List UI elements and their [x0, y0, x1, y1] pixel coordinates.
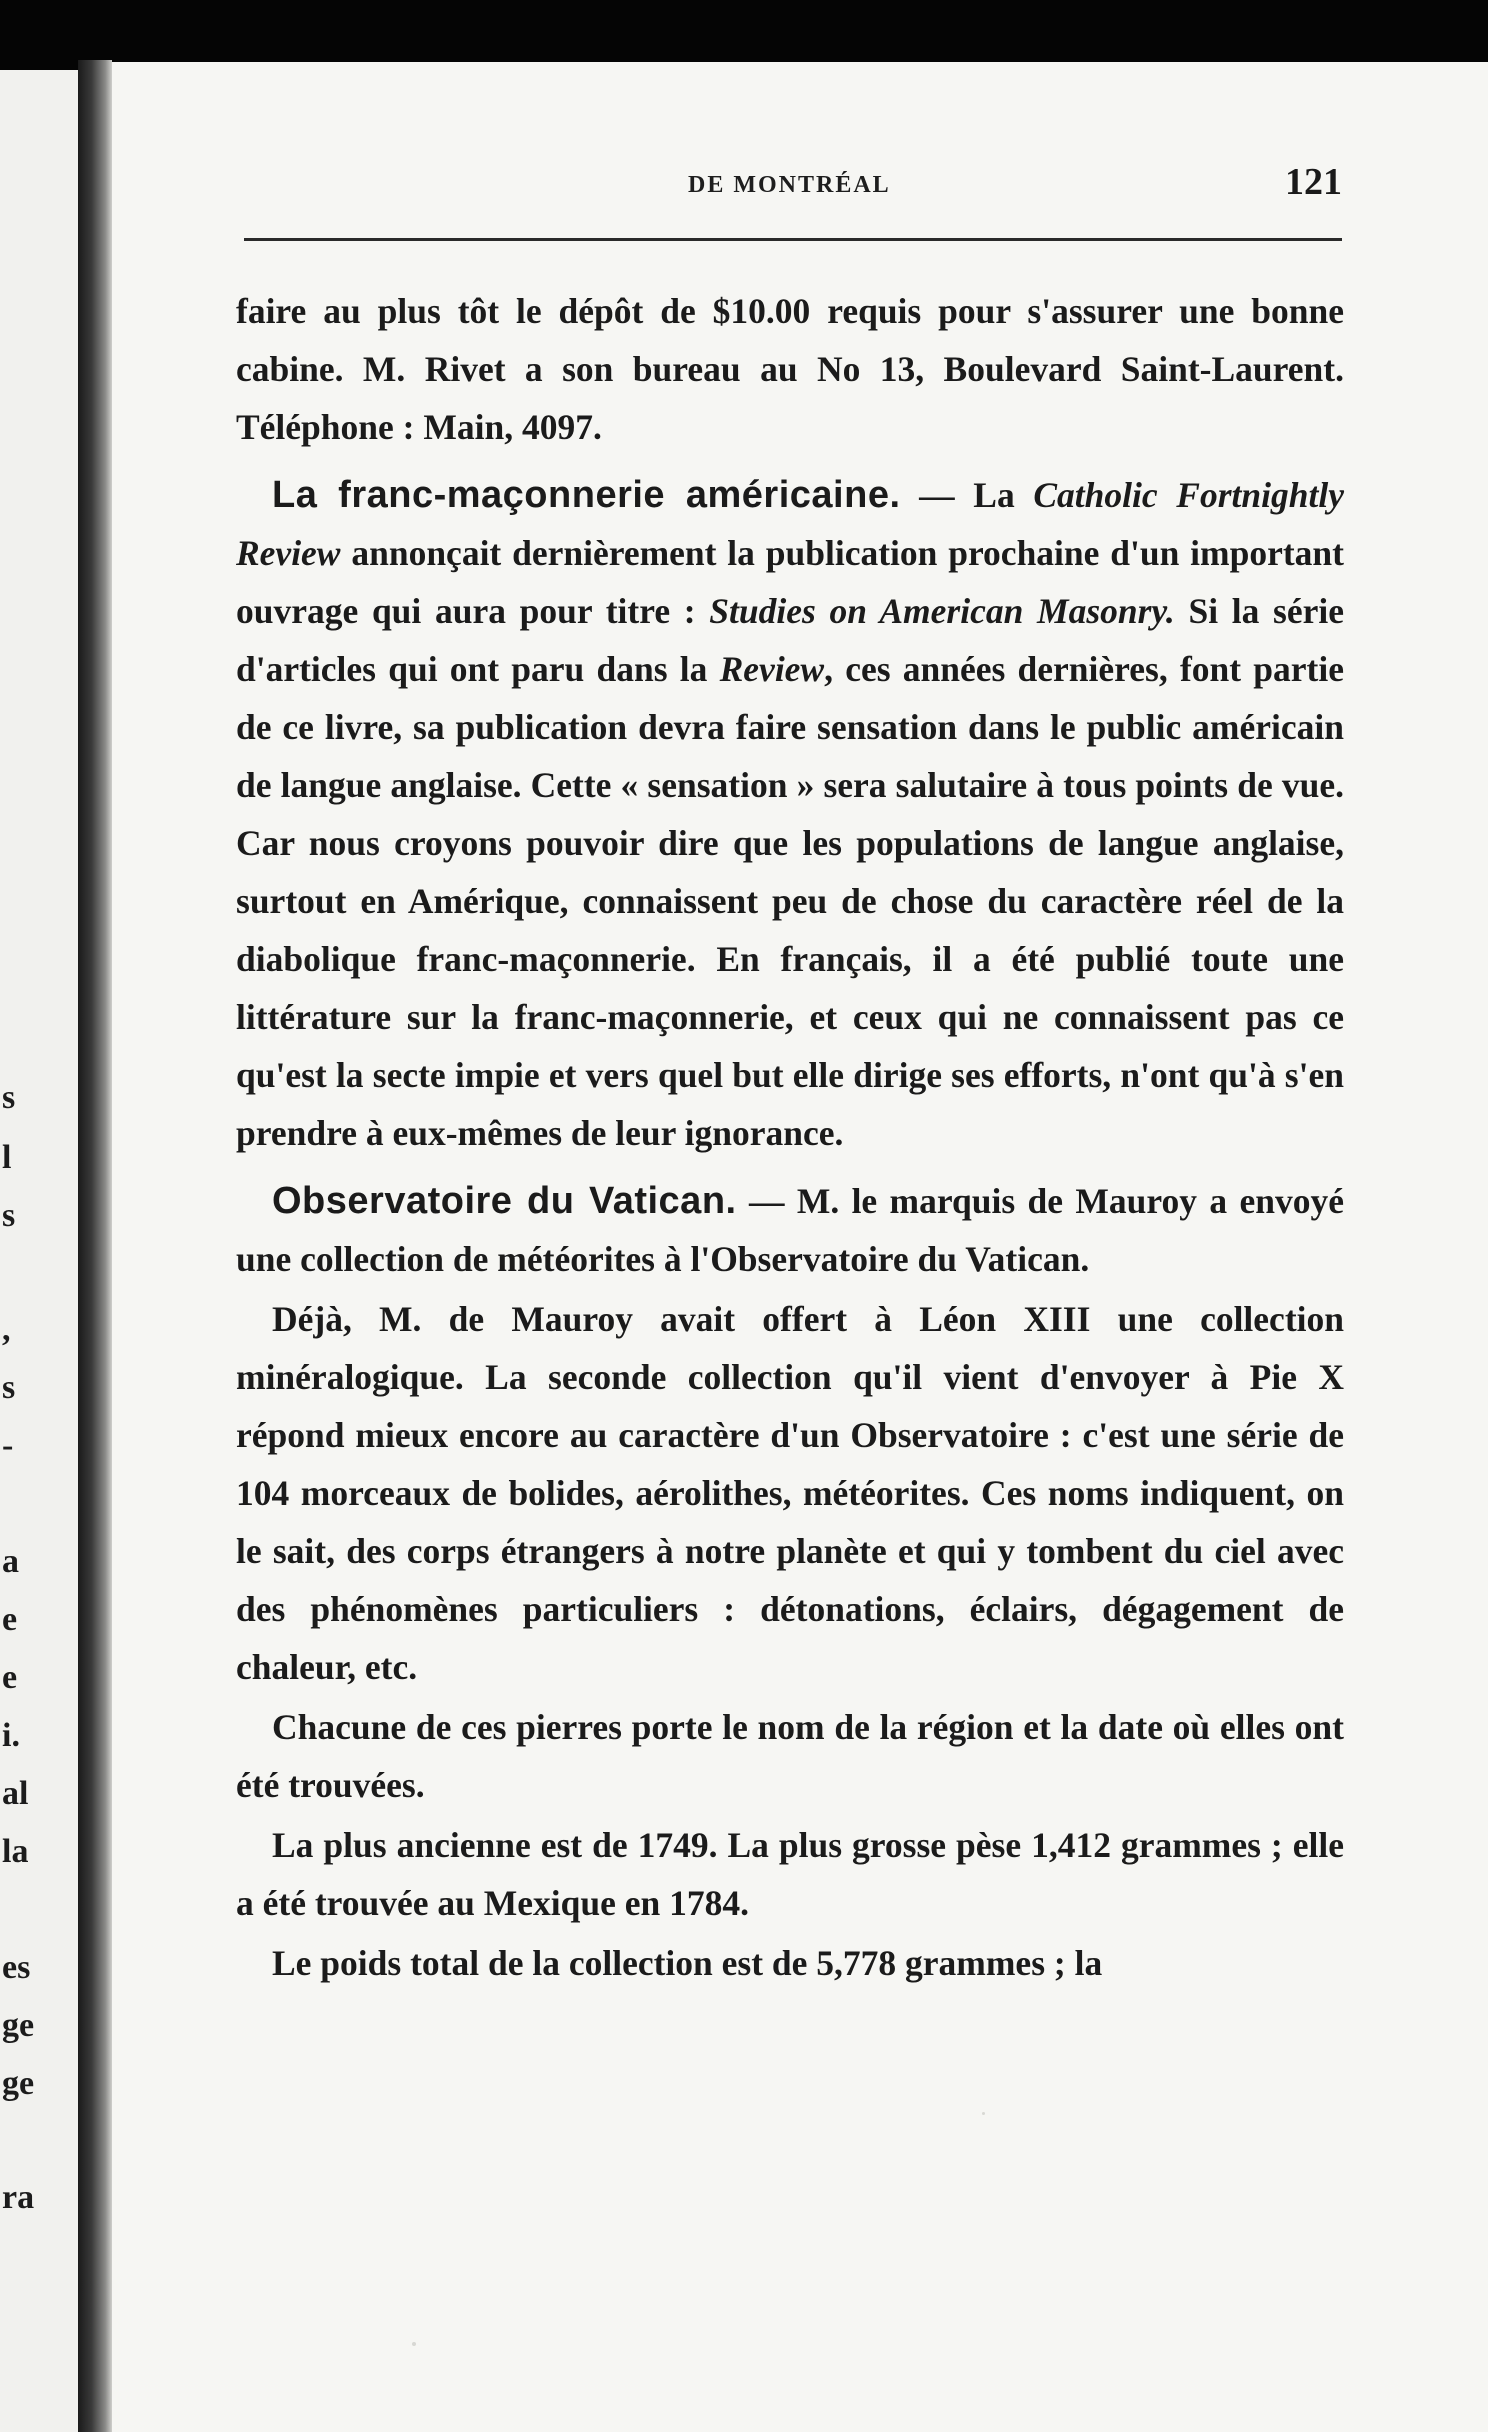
left-page-fragment: , — [2, 1311, 11, 1348]
left-page-fragment: s — [2, 1369, 16, 1406]
header-rule — [244, 238, 1342, 241]
page-header — [240, 160, 1342, 210]
section-title-observatoire: Observatoire du Vatican. — [272, 1180, 737, 1222]
paragraph-ancienne: La plus ancienne est de 1749. La plus grosse pèse 1,412 grammes ; elle a été trouvée au Mexique en 1784. — [236, 1825, 1344, 1923]
left-page-fragment: la — [2, 1833, 29, 1870]
section-text: Si la série d'articles qui ont paru dans la — [236, 591, 1344, 689]
left-page-fragment: es — [2, 1949, 31, 1986]
section-text: — La — [900, 475, 1034, 515]
paragraph-poids: Le poids total de la collection est de 5,778 grammes ; la — [272, 1943, 1103, 1983]
section-franc-maconnerie — [236, 466, 1344, 1162]
section-observatoire — [236, 1172, 1344, 1288]
section-text: , ces années dernières, font partie de ce livre, sa publication devra faire sensation dans le public américain de langue anglaise. Cette « sensation » sera salutaire à tous points de vue. Car nous croyons pouvoir dire que les populations de langue anglaise, surtout en Amérique, connaissent peu de chose du caractère réel de la diabolique franc-maçonnerie. En français, il a été publié toute une littérature sur la franc-maçonnerie, et ceux qui ne connaissent pas ce qu'est la secte impie et vers quel but elle dirige ses efforts, n'ont qu'à s'en prendre à eux-mêmes de leur ignorance. — [236, 649, 1344, 1153]
page-body — [236, 282, 1344, 1992]
running-head: DE MONTRÉAL — [688, 172, 891, 198]
paragraph-pierres: Chacune de ces pierres porte le nom de la région et la date où elles ont été trouvées. — [236, 1707, 1344, 1805]
left-page-fragment: al — [2, 1775, 29, 1812]
left-page-fragment: ge — [2, 2065, 35, 2102]
section-title-franc-maconnerie: La franc-maçonnerie américaine. — [272, 474, 901, 516]
paragraph-continuation: faire au plus tôt le dépôt de $10.00 requis pour s'assurer une bonne cabine. M. Rivet a son bureau au No 13, Boulevard Saint-Laurent. Téléphone : Main, 4097. — [236, 291, 1344, 447]
italic-review: Review — [719, 649, 825, 689]
paragraph-collection: Déjà, M. de Mauroy avait offert à Léon XIII une collection minéralogique. La seconde collection qu'il vient d'envoyer à Pie X répond mieux encore au caractère d'un Observatoire : c'est une série de 104 morceaux de bolides, aérolithes, météorites. Ces noms indiquent, on le sait, des corps étrangers à notre planète et qui y tombent du ciel avec des phénomènes particuliers : détonations, éclairs, dégagement de chaleur, etc. — [236, 1299, 1344, 1687]
left-page-fragment: ra — [2, 2179, 35, 2216]
left-page-fragment: i. — [2, 1717, 20, 1754]
left-page-fragment: e — [2, 1601, 18, 1638]
left-page-fragment: s — [2, 1079, 16, 1116]
left-page-fragment: a — [2, 1543, 19, 1580]
page-number: 121 — [1285, 161, 1342, 203]
section-text: annonçait dernièrement la publication prochaine d'un important ouvrage qui aura pour titre : — [236, 533, 1344, 631]
left-page-fragment: ge — [2, 2007, 35, 2044]
left-page-fragment: s — [2, 1197, 16, 1234]
left-page-fragment: - — [2, 1427, 14, 1464]
section-text: — M. le marquis de Mauroy a envoyé une collection de météorites à l'Observatoire du Vatican. — [236, 1181, 1344, 1279]
italic-title-review: Catholic Fortnightly Review — [236, 475, 1344, 573]
left-page-fragment: e — [2, 1659, 18, 1696]
book-gutter-shadow — [78, 60, 112, 2432]
left-page-fragment: l — [2, 1139, 12, 1176]
italic-title-studies: Studies on American Masonry. — [709, 591, 1175, 631]
previous-page-edge — [0, 70, 78, 2432]
